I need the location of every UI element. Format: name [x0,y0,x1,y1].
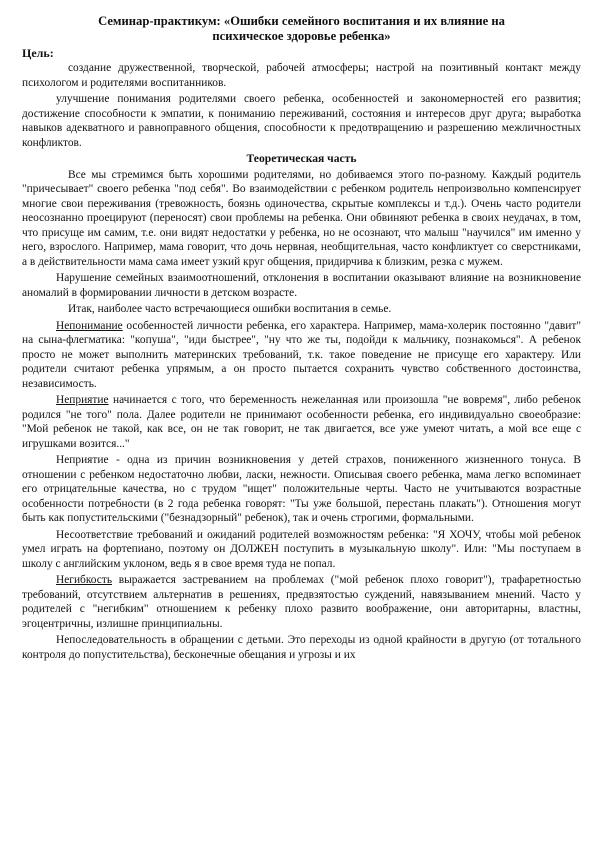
goal-label: Цель: [22,46,54,60]
term-misunderstanding: Непонимание [56,319,123,332]
paragraph-common-mistakes: Итак, наиболее часто встречающиеся ошибки воспитания в семье. [68,303,392,315]
paragraph-misunderstanding [22,319,581,392]
paragraph-mismatch: Несоответствие требований и ожиданий родителей возможностям ребенка: "Я ХОЧУ, чтобы мой ребенок умел играть на фортепиано, поэтому он ДОЛЖЕН поступить в музыкальную школу". Или: "Мы поступаем в школу с английским уклоном, ведь я в свое время туда не попал. [22,528,581,570]
term-inflexibility: Негибкость [56,574,113,586]
goal-paragraph-2: улучшение понимания родителями своего ребенка, особенностей и закономерностей его развития; достижение способности к эмпатии, к пониманию переживаний, состояния и интересов друг друга; выработка навыков адекватного и равноправного общения, способности к предотвращению и разрешению межличностных конфликтов. [22,93,581,149]
paragraph-inflexibility [22,573,581,631]
document-title-line-2: психическое здоровье ребенка» [212,29,391,43]
inflexibility-text: выражается застреванием на проблемах ("мой ребенок плохо говорит"), трафаретностью требований, отсутствием альтернатив в решениях, предвзятостью суждений, навязыванием мнений. Часто у родителей с "негибким" отношением к ребенку плохо развито воображение, они авторитарны, властны, эгоцентричны, излишне принципиальны. [22,574,581,630]
section-heading: Теоретическая часть [246,152,357,165]
term-rejection: Неприятие [56,394,109,406]
rejection-text: начинается с того, что беременность нежеланная или произошла "не вовремя", либо ребенок родился "не того" пола. Далее родители не принимают особенности ребенка, его индивидуально своеобразие: "Мой ребенок не такой, как все, он не так говорит, не так двигается, все уже умеют читать, а мой все еще с игрушками возится..." [22,394,581,450]
paragraph-disorders: Нарушение семейных взаимоотношений, отклонения в воспитании оказывают влияние на возникновение аномалий в формировании личности в детском возрасте. [22,272,581,299]
paragraph-inconsistency: Непоследовательность в обращении с детьми. Это переходы из одной крайности в другую (от тотального контроля до попустительства), бесконечные обещания и угрозы и их [22,634,581,661]
misunderstanding-text: особенностей личности ребенка, его характера. Например, мама-холерик постоянно "давит" на сына-флегматика: "копуша", "иди быстрее", "ну что же ты, подойди к мальчику, познакомься". А ребенок просто не может выполнить материнских требований, т.к. такое поведение не присуще его характеру. Или родители считают ребенка упрямым, а он просто пытается сохранить чувство собственного достоинства, независимость. [22,319,581,390]
paragraph-rejection [22,393,581,451]
paragraph-rejection-effects: Неприятие - одна из причин возникновения у детей страхов, пониженного жизненного тонуса. В отношении с ребенком недостаточно любви, ласки, нежности. Описывая своего ребенка, мама легко вспоминает его отрицательные качества, но с трудом "ищет" положительные черты. Часто не учитываются возрастные особенности потребности (в 2 года ребенка говорят: "Ты уже большой, перестань плакать"). Отношения могут быть как попустительскими ("безнадзорный" ребенок), так и очень строгими, формальными. [22,454,581,524]
document-title-line-1: Семинар-практикум: «Ошибки семейного воспитания и их влияние на [98,14,505,28]
goal-paragraph-1: создание дружественной, творческой, рабочей атмосферы; настрой на позитивный контакт между психологом и родителями воспитанников. [22,62,581,89]
paragraph-intro: Все мы стремимся быть хорошими родителями, но добиваемся этого по-разному. Каждый родитель "причесывает" своего ребенка "под себя". Во взаимодействии с ребенком родитель непроизвольно компенсирует многие свои переживания (тревожность, боязнь одиночества, скрытые комплексы и т.д.). Очень часто родители неосознанно проецируют (переносят) свои проблемы на ребенка. Они обвиняют ребенка в своих неудачах, в том, что присуще им самим, т.е. они видят недостатки у ребенка, но не осознают, что малыш "научился" им именно у него, взрослого. Например, мама говорит, что дочь нервная, необщительная, часто конфликтует со сверстниками, а в действительности мама сама имеет узкий круг общения, придирчива к близким, резка с мужем. [22,168,581,268]
